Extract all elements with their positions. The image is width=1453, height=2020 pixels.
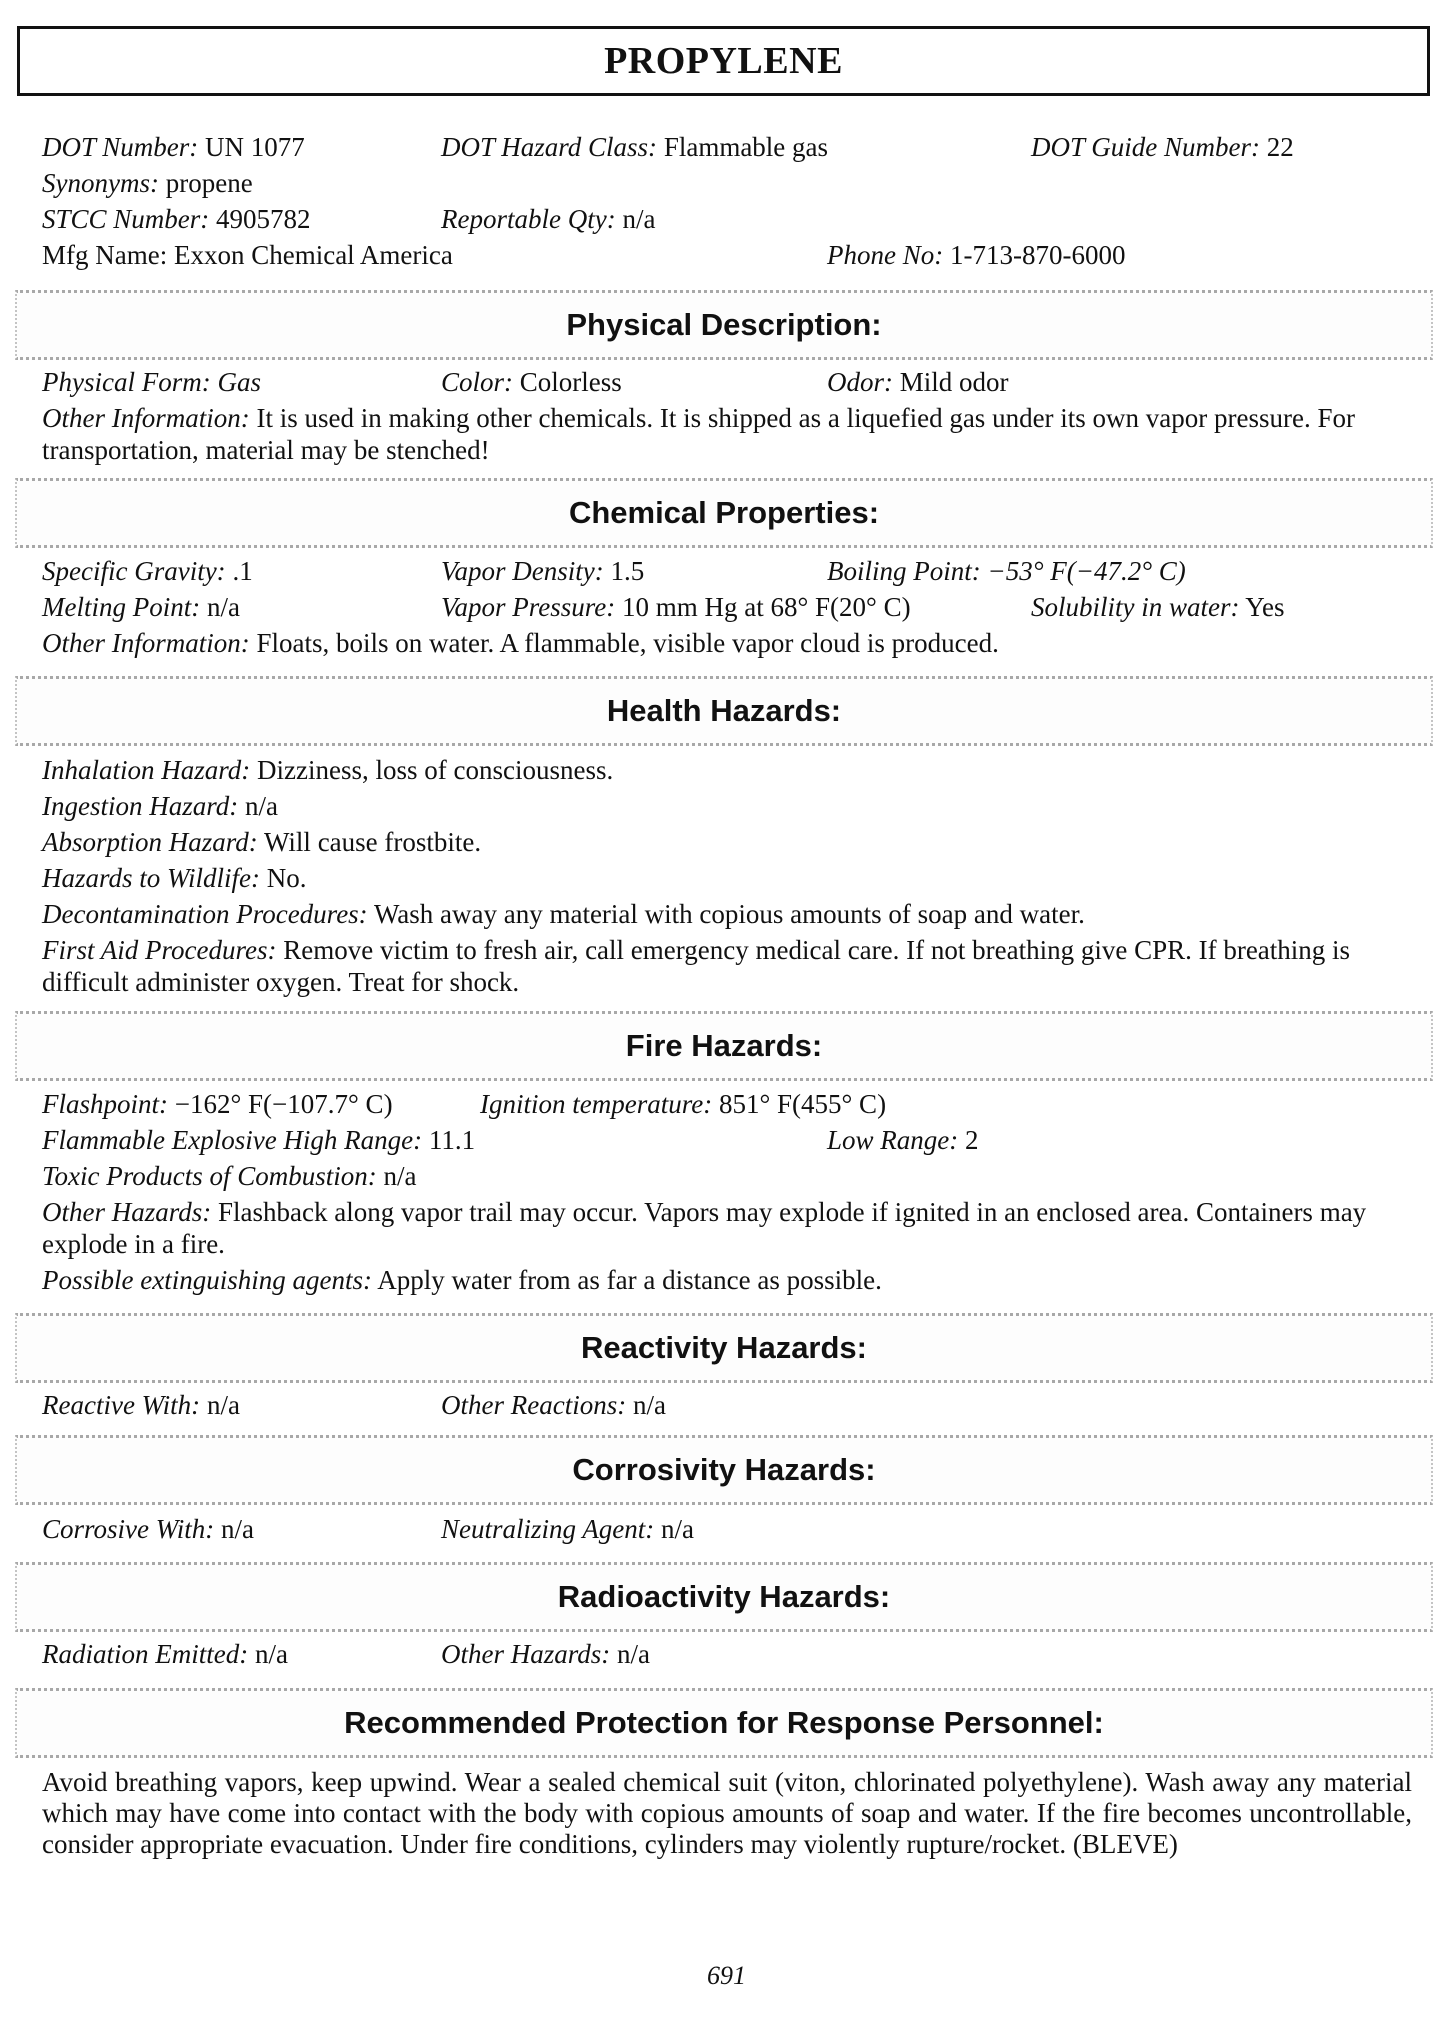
toxic-products-field — [42, 1160, 417, 1192]
corrosive-with-value: n/a — [221, 1514, 254, 1544]
stcc-number-value: 4905782 — [216, 204, 311, 234]
physical-description-heading: Physical Description: — [15, 290, 1433, 360]
physical-form-label: Physical Form: — [42, 367, 211, 397]
flashpoint-value: −162° F(−107.7° C) — [174, 1089, 393, 1119]
melting-point-field — [42, 591, 240, 623]
protection-text: Avoid breathing vapors, keep upwind. Wear a sealed chemical suit (viton, chlorinated polyethylene). Wash away any material which may have come into contact with the body with copious amounts of soap and water. If the fire becomes uncontrollable, consider appropriate evacuation. Under fire conditions, cylinders may violently rupture/rocket. (BLEVE) — [42, 1767, 1412, 1859]
neutralizing-agent-label: Neutralizing Agent: — [441, 1514, 655, 1544]
decontamination-field — [42, 898, 1085, 930]
flashpoint-field — [42, 1088, 393, 1120]
dot-hazard-class-value: Flammable gas — [663, 132, 829, 162]
fire-hazards-heading: Fire Hazards: — [15, 1011, 1433, 1081]
mfg-name-label: Mfg Name: — [42, 240, 168, 270]
radiation-emitted-value: n/a — [254, 1639, 288, 1669]
odor-label: Odor: — [827, 367, 893, 397]
low-range-field — [827, 1124, 979, 1156]
melting-point-label: Melting Point: — [42, 592, 201, 622]
odor-field — [827, 366, 1009, 398]
vapor-pressure-value: 10 mm Hg at 68° F(20° C) — [621, 592, 911, 622]
physical-other-info-value: It is used in making other chemicals. It is shipped as a liquefied gas under its own vapor pressure. For transportation, material may be stenched! — [42, 403, 1355, 465]
specific-gravity-value: .1 — [232, 556, 253, 586]
page-title: PROPYLENE — [17, 26, 1430, 96]
ignition-temperature-value: 851° F(455° C) — [718, 1089, 887, 1119]
synonyms-label: Synonyms: — [42, 168, 159, 198]
absorption-hazard-label: Absorption Hazard: — [42, 827, 258, 857]
vapor-pressure-label: Vapor Pressure: — [441, 592, 616, 622]
vapor-density-value: 1.5 — [610, 556, 645, 586]
mfg-name-field — [42, 239, 453, 271]
reportable-qty-value: n/a — [622, 204, 656, 234]
dot-guide-number-value: 22 — [1266, 132, 1294, 162]
absorption-hazard-value: Will cause frostbite. — [264, 827, 482, 857]
fire-other-hazards-field — [42, 1196, 1412, 1260]
stcc-number-label: STCC Number: — [42, 204, 210, 234]
absorption-hazard-field — [42, 826, 481, 858]
boiling-point-field — [827, 555, 1186, 587]
physical-other-info — [42, 402, 1412, 466]
radioactivity-hazards-heading: Radioactivity Hazards: — [15, 1562, 1433, 1632]
fire-other-hazards-value: Flashback along vapor trail may occur. Vapors may explode if ignited in an enclosed area. Containers may explode in a fire. — [42, 1197, 1367, 1259]
dot-guide-number-label: DOT Guide Number: — [1031, 132, 1260, 162]
chemical-other-info-value: Floats, boils on water. A flammable, visible vapor cloud is produced. — [256, 628, 999, 658]
dot-number-value: UN 1077 — [205, 132, 305, 162]
corrosive-with-label: Corrosive With: — [42, 1514, 215, 1544]
extinguishing-agents-label: Possible extinguishing agents: — [42, 1265, 372, 1295]
decontamination-label: Decontamination Procedures: — [42, 899, 368, 929]
ignition-temperature-label: Ignition temperature: — [480, 1089, 713, 1119]
high-range-field — [42, 1124, 475, 1156]
other-reactions-label: Other Reactions: — [441, 1390, 627, 1420]
melting-point-value: n/a — [206, 592, 240, 622]
chemical-other-info-label: Other Information: — [42, 628, 250, 658]
reportable-qty-field — [441, 203, 655, 235]
protection-heading: Recommended Protection for Response Personnel: — [15, 1688, 1433, 1758]
flashpoint-label: Flashpoint: — [42, 1089, 168, 1119]
corrosivity-hazards-heading: Corrosivity Hazards: — [15, 1435, 1433, 1505]
stcc-number-field — [42, 203, 311, 235]
phone-no-field — [827, 239, 1125, 271]
physical-form-value: Gas — [217, 367, 261, 397]
health-hazards-heading: Health Hazards: — [15, 676, 1433, 746]
first-aid-label: First Aid Procedures: — [42, 935, 277, 965]
boiling-point-value: −53° F(−47.2° C) — [987, 556, 1186, 586]
solubility-value: Yes — [1245, 592, 1285, 622]
wildlife-hazard-value: No. — [266, 863, 307, 893]
high-range-label: Flammable Explosive High Range: — [42, 1125, 423, 1155]
first-aid-value: Remove victim to fresh air, call emergency medical care. If not breathing give CPR. If breathing is difficult administer oxygen. Treat for shock. — [42, 935, 1351, 997]
chemical-properties-heading: Chemical Properties: — [15, 478, 1433, 548]
radio-other-hazards-label: Other Hazards: — [441, 1639, 611, 1669]
page-number: 691 — [707, 1961, 746, 1990]
radiation-emitted-field — [42, 1638, 288, 1670]
boiling-point-label: Boiling Point: — [827, 556, 981, 586]
other-reactions-value: n/a — [632, 1390, 666, 1420]
toxic-products-label: Toxic Products of Combustion: — [42, 1161, 377, 1191]
inhalation-hazard-field — [42, 754, 613, 786]
solubility-field — [1031, 591, 1285, 623]
synonyms-field — [42, 167, 253, 199]
vapor-density-label: Vapor Density: — [441, 556, 604, 586]
ignition-temperature-field — [480, 1088, 886, 1120]
reactive-with-value: n/a — [206, 1390, 240, 1420]
fire-other-hazards-label: Other Hazards: — [42, 1197, 212, 1227]
toxic-products-value: n/a — [383, 1161, 417, 1191]
vapor-pressure-field — [441, 591, 911, 623]
phone-no-label: Phone No: — [827, 240, 944, 270]
low-range-label: Low Range: — [827, 1125, 959, 1155]
odor-value: Mild odor — [899, 367, 1009, 397]
reactivity-hazards-heading: Reactivity Hazards: — [15, 1313, 1433, 1383]
wildlife-hazard-label: Hazards to Wildlife: — [42, 863, 261, 893]
specific-gravity-field — [42, 555, 253, 587]
radiation-emitted-label: Radiation Emitted: — [42, 1639, 249, 1669]
decontamination-value: Wash away any material with copious amounts of soap and water. — [373, 899, 1085, 929]
vapor-density-field — [441, 555, 644, 587]
color-value: Colorless — [519, 367, 622, 397]
radio-other-hazards-value: n/a — [617, 1639, 651, 1669]
chemical-other-info — [42, 627, 999, 659]
high-range-value: 11.1 — [428, 1125, 476, 1155]
low-range-value: 2 — [965, 1125, 979, 1155]
neutralizing-agent-field — [441, 1513, 694, 1545]
other-reactions-field — [441, 1389, 666, 1421]
wildlife-hazard-field — [42, 862, 307, 894]
reportable-qty-label: Reportable Qty: — [441, 204, 616, 234]
mfg-name-value: Exxon Chemical America — [173, 240, 453, 270]
dot-number-label: DOT Number: — [42, 132, 199, 162]
dot-hazard-class-label: DOT Hazard Class: — [441, 132, 658, 162]
inhalation-hazard-label: Inhalation Hazard: — [42, 755, 251, 785]
inhalation-hazard-value: Dizziness, loss of consciousness. — [257, 755, 614, 785]
ingestion-hazard-field — [42, 790, 278, 822]
extinguishing-agents-value: Apply water from as far a distance as possible. — [377, 1265, 882, 1295]
extinguishing-agents-field — [42, 1264, 882, 1296]
neutralizing-agent-value: n/a — [661, 1514, 694, 1544]
first-aid-field — [42, 934, 1412, 998]
specific-gravity-label: Specific Gravity: — [42, 556, 226, 586]
ingestion-hazard-value: n/a — [245, 791, 278, 821]
reactive-with-label: Reactive With: — [42, 1390, 201, 1420]
radio-other-hazards-field — [441, 1638, 650, 1670]
solubility-label: Solubility in water: — [1031, 592, 1240, 622]
color-label: Color: — [441, 367, 514, 397]
dot-number-field — [42, 131, 305, 163]
physical-other-info-label: Other Information: — [42, 403, 250, 433]
ingestion-hazard-label: Ingestion Hazard: — [42, 791, 239, 821]
corrosive-with-field — [42, 1513, 254, 1545]
dot-hazard-class-field — [441, 131, 828, 163]
color-field — [441, 366, 622, 398]
physical-form-field — [42, 366, 261, 398]
synonyms-value: propene — [165, 168, 253, 198]
reactive-with-field — [42, 1389, 240, 1421]
phone-no-value: 1-713-870-6000 — [949, 240, 1126, 270]
dot-guide-number-field — [1031, 131, 1294, 163]
